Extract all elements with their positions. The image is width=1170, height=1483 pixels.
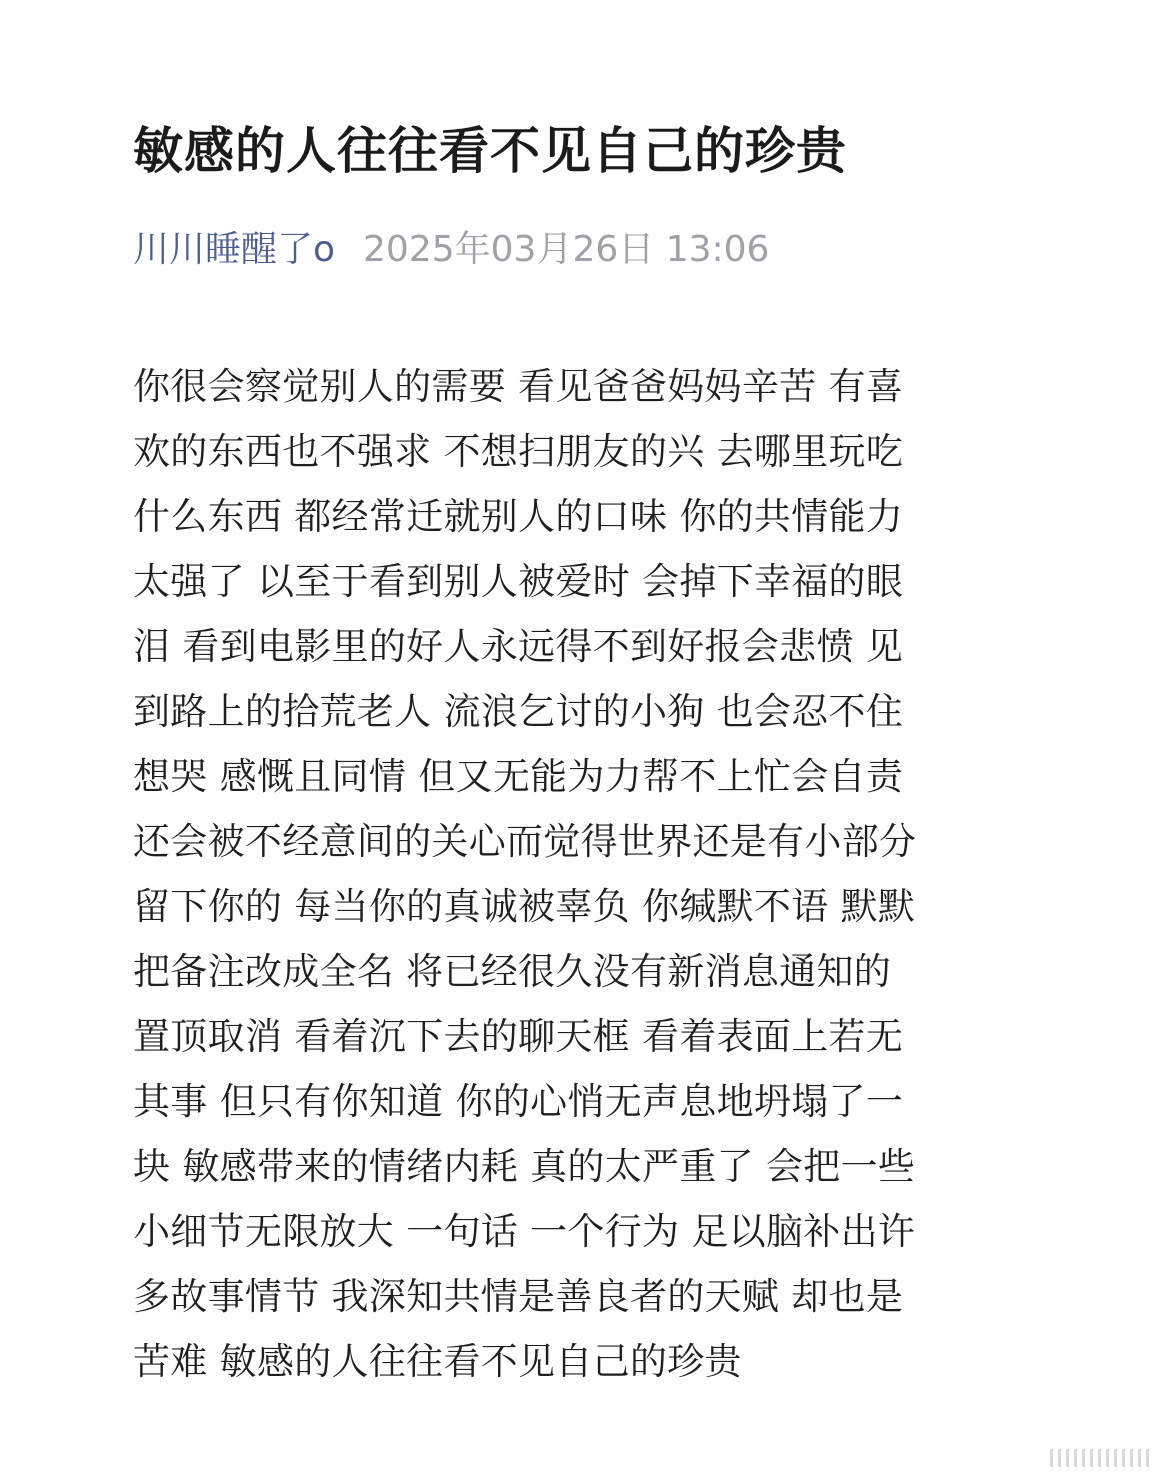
body-line: 把备注改成全名 将已经很久没有新消息通知的 <box>133 950 892 993</box>
body-line: 欢的东西也不强求 不想扫朋友的兴 去哪里玩吃 <box>133 430 904 473</box>
body-line: 你很会察觉别人的需要 看见爸爸妈妈辛苦 有喜 <box>133 365 904 408</box>
vertical-bars-watermark-icon <box>1050 1447 1155 1469</box>
article-meta <box>133 222 769 278</box>
body-line: 其事 但只有你知道 你的心悄无声息地坍塌了一 <box>133 1080 904 1123</box>
body-line: 苦难 敏感的人往往看不见自己的珍贵 <box>133 1340 742 1383</box>
body-line: 多故事情节 我深知共情是善良者的天赋 却也是 <box>133 1275 904 1318</box>
body-line: 还会被不经意间的关心而觉得世界还是有小部分 <box>133 820 917 863</box>
page-title: 敏感的人往往看不见自己的珍贵 <box>133 122 847 180</box>
body-line: 想哭 感慨且同情 但又无能为力帮不上忙会自责 <box>133 755 904 798</box>
body-line: 到路上的拾荒老人 流浪乞讨的小狗 也会忍不住 <box>133 690 904 733</box>
body-line: 置顶取消 看着沉下去的聊天框 看着表面上若无 <box>133 1015 904 1058</box>
body-line: 块 敏感带来的情绪内耗 真的太严重了 会把一些 <box>133 1145 916 1188</box>
article-body <box>133 354 1038 1394</box>
body-line: 太强了 以至于看到别人被爱时 会掉下幸福的眼 <box>133 560 904 603</box>
author-name[interactable]: 川川睡醒了o <box>133 229 336 270</box>
body-line: 什么东西 都经常迁就别人的口味 你的共情能力 <box>133 495 904 538</box>
body-line: 泪 看到电影里的好人永远得不到好报会悲愤 见 <box>133 625 904 668</box>
body-line: 小细节无限放大 一句话 一个行为 足以脑补出许 <box>133 1210 916 1253</box>
body-line: 留下你的 每当你的真诚被辜负 你缄默不语 默默 <box>133 885 916 928</box>
publish-datetime: 2025年03月26日 13:06 <box>363 229 770 270</box>
